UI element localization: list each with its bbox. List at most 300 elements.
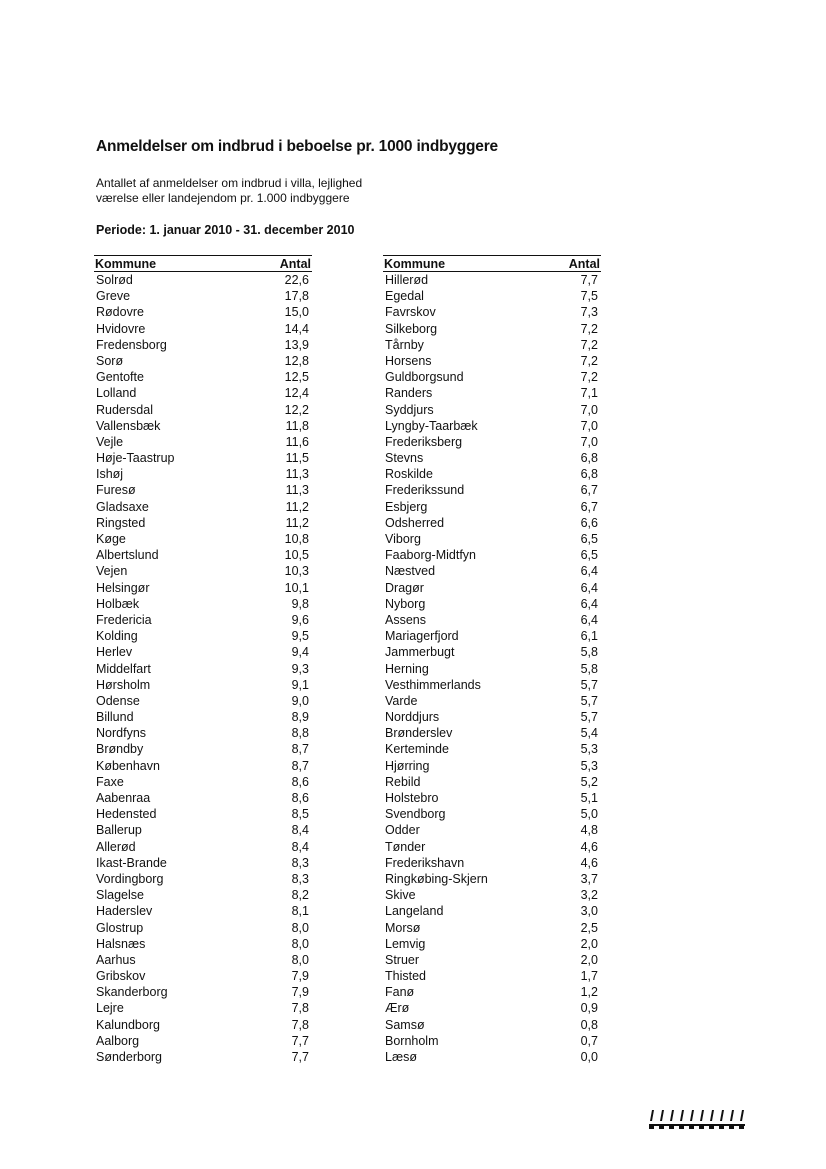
antal-value: 11,3 (285, 483, 309, 498)
antal-value: 11,6 (285, 434, 309, 449)
kommune-name: Syddjurs (385, 402, 434, 417)
kommune-name: Egedal (385, 289, 424, 304)
kommune-name: Aalborg (96, 1033, 140, 1048)
kommune-name: Gentofte (96, 370, 144, 385)
antal-value: 7,7 (291, 1033, 309, 1048)
table-row (94, 806, 312, 822)
kommune-name: Billund (96, 710, 134, 725)
table-row (94, 482, 312, 498)
antal-value: 5,7 (580, 693, 598, 708)
kommune-name: Vallensbæk (96, 418, 161, 433)
kommune-name: Vesthimmerlands (385, 677, 481, 692)
antal-value: 7,5 (580, 289, 598, 304)
kommune-name: Kalundborg (96, 1017, 160, 1032)
table-row (383, 871, 601, 887)
antal-value: 8,5 (291, 807, 309, 822)
antal-value: 7,8 (291, 1017, 309, 1032)
table-row (94, 450, 312, 466)
table-row (383, 515, 601, 531)
antal-value: 8,1 (291, 904, 309, 919)
antal-value: 7,2 (580, 321, 598, 336)
antal-value: 7,1 (580, 386, 598, 401)
table-row (383, 450, 601, 466)
kommune-name: Roskilde (385, 467, 433, 482)
antal-value: 4,8 (580, 823, 598, 838)
antal-value: 9,1 (291, 677, 309, 692)
table-row (383, 903, 601, 919)
table-row (94, 693, 312, 709)
antal-value: 8,2 (291, 888, 309, 903)
antal-value: 17,8 (284, 289, 309, 304)
description-line-1: Antallet af anmeldelser om indbrud i villa, lejlighed (96, 176, 363, 190)
antal-value: 0,0 (580, 1050, 598, 1064)
kommune-name: Tønder (385, 839, 426, 854)
table-row (94, 1049, 312, 1065)
table-left (94, 255, 312, 1065)
kommune-name: Ikast-Brande (96, 855, 167, 870)
kommune-name: Middelfart (96, 661, 151, 676)
antal-value: 5,3 (580, 758, 598, 773)
kommune-name: Køge (96, 532, 126, 546)
table-row (383, 1049, 601, 1065)
table-row (94, 903, 312, 919)
kommune-name: Gladsaxe (96, 499, 149, 514)
antal-value: 7,0 (580, 434, 598, 449)
antal-value: 5,4 (580, 726, 598, 741)
antal-value: 6,6 (580, 515, 598, 530)
kommune-name: Sønderborg (96, 1050, 163, 1064)
table-row (94, 920, 312, 936)
antal-value: 7,0 (580, 418, 598, 433)
kommune-name: Norddjurs (385, 710, 440, 725)
antal-value: 5,3 (580, 742, 598, 757)
antal-value: 8,6 (291, 774, 309, 789)
antal-value: 5,0 (580, 807, 598, 822)
table-row (383, 661, 601, 677)
table-row (383, 758, 601, 774)
kommune-name: Rebild (385, 774, 421, 789)
table-row (94, 871, 312, 887)
antal-value: 8,7 (291, 742, 309, 757)
kommune-name: Silkeborg (385, 321, 438, 336)
antal-value: 3,7 (580, 871, 598, 886)
antal-value: 5,8 (580, 645, 598, 660)
kommune-name: Sorø (96, 353, 124, 368)
kommune-name: Vordingborg (96, 871, 164, 886)
antal-value: 14,4 (284, 321, 309, 336)
table-row (94, 402, 312, 418)
table-row (94, 1000, 312, 1016)
antal-value: 7,2 (580, 337, 598, 352)
kommune-name: Rødovre (96, 305, 144, 320)
antal-value: 6,1 (580, 629, 598, 644)
header-kommune: Kommune (95, 257, 157, 271)
antal-value: 10,3 (284, 564, 309, 579)
antal-value: 11,3 (285, 467, 309, 482)
table-row (383, 887, 601, 903)
table-row (383, 677, 601, 693)
kommune-name: Helsingør (96, 580, 150, 595)
table-row (383, 499, 601, 515)
table-row (383, 806, 601, 822)
kommune-name: Langeland (385, 904, 444, 919)
antal-value: 8,6 (291, 791, 309, 805)
kommune-name: Furesø (96, 483, 136, 498)
kommune-name: Thisted (385, 969, 426, 984)
antal-value: 6,4 (580, 596, 598, 611)
table-row (383, 353, 601, 369)
antal-value: 1,2 (580, 985, 598, 1000)
antal-value: 6,5 (580, 532, 598, 546)
kommune-name: Rudersdal (96, 402, 153, 417)
antal-value: 12,2 (284, 402, 309, 417)
table-row (94, 709, 312, 725)
antal-value: 9,5 (291, 629, 309, 644)
kommune-name: Faxe (96, 774, 124, 789)
antal-value: 2,0 (580, 952, 598, 967)
kommune-name: Ærø (385, 1001, 410, 1016)
table-row (94, 563, 312, 579)
kommune-name: Kolding (96, 629, 138, 644)
antal-value: 10,1 (284, 580, 309, 595)
antal-value: 12,8 (284, 353, 309, 368)
table-row (94, 337, 312, 353)
table-row (94, 887, 312, 903)
kommune-name: Nordfyns (96, 726, 147, 741)
antal-value: 5,8 (580, 661, 598, 676)
table-row (94, 758, 312, 774)
kommune-name: Næstved (385, 564, 436, 579)
antal-value: 6,8 (580, 451, 598, 466)
table-row (383, 580, 601, 596)
kommune-name: Fredensborg (96, 337, 167, 352)
antal-value: 4,6 (580, 855, 598, 870)
kommune-name: Svendborg (385, 807, 446, 822)
antal-value: 7,2 (580, 370, 598, 385)
table-row (383, 482, 601, 498)
table-row (383, 288, 601, 304)
antal-value: 1,7 (580, 969, 598, 984)
kommune-name: Guldborgsund (385, 370, 464, 385)
kommune-name: Allerød (96, 839, 136, 854)
table-row (383, 466, 601, 482)
antal-value: 6,7 (580, 483, 598, 498)
antal-value: 5,2 (580, 774, 598, 789)
antal-value: 10,5 (284, 548, 309, 563)
kommune-name: Aarhus (96, 952, 136, 967)
table-row (94, 547, 312, 563)
antal-value: 0,9 (580, 1001, 598, 1016)
kommune-name: Faaborg-Midtfyn (385, 548, 477, 563)
kommune-name: Fanø (385, 985, 415, 1000)
antal-value: 6,7 (580, 499, 598, 514)
header-antal: Antal (568, 257, 600, 271)
kommune-name: Lemvig (385, 936, 426, 951)
kommune-name: Hvidovre (96, 321, 146, 336)
table-row (383, 984, 601, 1000)
table-row (383, 1033, 601, 1049)
table-header (94, 255, 312, 272)
table-row (383, 822, 601, 838)
table-row (94, 580, 312, 596)
table-row (94, 321, 312, 337)
table-row (94, 790, 312, 806)
kommune-name: København (96, 758, 160, 773)
antal-value: 8,0 (291, 936, 309, 951)
table-row (94, 644, 312, 660)
kommune-name: Kerteminde (385, 742, 449, 757)
kommune-name: Ishøj (96, 467, 124, 482)
antal-value: 2,5 (580, 920, 598, 935)
table-body-left (94, 272, 312, 1065)
kommune-name: Odense (96, 693, 140, 708)
table-body-right (383, 272, 601, 1065)
antal-value: 9,3 (291, 661, 309, 676)
antal-value: 9,8 (291, 596, 309, 611)
antal-value: 8,3 (291, 855, 309, 870)
table-row (94, 531, 312, 547)
antal-value: 8,0 (291, 952, 309, 967)
kommune-name: Bornholm (385, 1033, 439, 1048)
antal-value: 7,7 (580, 273, 598, 287)
page-title: Anmeldelser om indbrud i beboelse pr. 1000 indbyggere (96, 138, 498, 155)
kommune-name: Gribskov (96, 969, 146, 984)
table-row (94, 677, 312, 693)
antal-value: 3,2 (580, 888, 598, 903)
kommune-name: Albertslund (96, 548, 159, 563)
header-antal: Antal (279, 257, 311, 271)
antal-value: 11,2 (285, 499, 309, 514)
table-row (94, 353, 312, 369)
kommune-name: Odder (385, 823, 420, 838)
kommune-name: Nyborg (385, 596, 426, 611)
table-row (383, 968, 601, 984)
kommune-name: Glostrup (96, 920, 144, 935)
kommune-name: Frederikshavn (385, 855, 465, 870)
kommune-name: Samsø (385, 1017, 425, 1032)
table-row (383, 531, 601, 547)
table-row (383, 693, 601, 709)
kommune-name: Haderslev (96, 904, 153, 919)
antal-value: 11,8 (285, 418, 309, 433)
kommune-name: Vejle (96, 434, 124, 449)
kommune-name: Hillerød (385, 273, 429, 287)
kommune-name: Brøndby (96, 742, 144, 757)
table-row (383, 612, 601, 628)
kommune-name: Favrskov (385, 305, 436, 320)
table-header (383, 255, 601, 272)
kommune-name: Morsø (385, 920, 421, 935)
kommune-name: Hørsholm (96, 677, 151, 692)
kommune-name: Hedensted (96, 807, 157, 822)
table-row (94, 628, 312, 644)
antal-value: 5,1 (580, 791, 598, 805)
table-row (94, 434, 312, 450)
table-row (94, 968, 312, 984)
kommune-name: Lyngby-Taarbæk (385, 418, 478, 433)
antal-value: 7,9 (291, 969, 309, 984)
table-row (94, 304, 312, 320)
table-row (383, 337, 601, 353)
antal-value: 6,4 (580, 580, 598, 595)
kommune-name: Holbæk (96, 596, 140, 611)
antal-value: 22,6 (284, 273, 309, 287)
kommune-name: Halsnæs (96, 936, 146, 951)
description-line-2: værelse eller landejendom pr. 1.000 indbyggere (96, 191, 350, 205)
table-row (94, 936, 312, 952)
table-row (94, 1017, 312, 1033)
kommune-name: Vejen (96, 564, 128, 579)
antal-value: 7,2 (580, 353, 598, 368)
table-row (94, 725, 312, 741)
kommune-name: Lejre (96, 1001, 124, 1016)
period-label: Periode: 1. januar 2010 - 31. december 2010 (96, 223, 355, 237)
table-row (383, 402, 601, 418)
kommune-name: Ballerup (96, 823, 142, 838)
kommune-name: Varde (385, 693, 418, 708)
antal-value: 8,9 (291, 710, 309, 725)
police-stripes-logo-icon (649, 1110, 745, 1130)
table-row (94, 952, 312, 968)
antal-value: 12,4 (284, 386, 309, 401)
antal-value: 9,6 (291, 612, 309, 627)
antal-value: 13,9 (284, 337, 309, 352)
table-row (94, 385, 312, 401)
antal-value: 12,5 (284, 370, 309, 385)
table-row (383, 596, 601, 612)
antal-value: 2,0 (580, 936, 598, 951)
antal-value: 15,0 (284, 305, 309, 320)
table-row (94, 272, 312, 288)
table-row (383, 644, 601, 660)
table-row (383, 790, 601, 806)
kommune-name: Viborg (385, 532, 421, 546)
antal-value: 6,5 (580, 548, 598, 563)
table-row (94, 855, 312, 871)
table-row (94, 822, 312, 838)
kommune-name: Tårnby (385, 337, 424, 352)
kommune-name: Lolland (96, 386, 137, 401)
table-row (383, 547, 601, 563)
antal-value: 8,4 (291, 823, 309, 838)
antal-value: 6,4 (580, 564, 598, 579)
antal-value: 4,6 (580, 839, 598, 854)
table-row (383, 369, 601, 385)
table-row (383, 434, 601, 450)
table-row (94, 612, 312, 628)
antal-value: 5,7 (580, 677, 598, 692)
kommune-name: Frederiksberg (385, 434, 463, 449)
table-row (94, 741, 312, 757)
antal-value: 11,2 (285, 515, 309, 530)
table-row (94, 515, 312, 531)
table-row (94, 499, 312, 515)
table-row (94, 596, 312, 612)
antal-value: 11,5 (285, 451, 309, 466)
table-row (383, 563, 601, 579)
kommune-name: Skanderborg (96, 985, 168, 1000)
kommune-name: Aabenraa (96, 791, 151, 805)
table-row (383, 725, 601, 741)
table-row (94, 288, 312, 304)
antal-value: 8,7 (291, 758, 309, 773)
table-right (383, 255, 601, 1065)
table-row (383, 1017, 601, 1033)
table-row (383, 321, 601, 337)
antal-value: 7,9 (291, 985, 309, 1000)
antal-value: 7,7 (291, 1050, 309, 1064)
table-row (383, 936, 601, 952)
kommune-name: Struer (385, 952, 420, 967)
antal-value: 9,0 (291, 693, 309, 708)
table-row (383, 385, 601, 401)
antal-value: 6,8 (580, 467, 598, 482)
antal-value: 5,7 (580, 710, 598, 725)
kommune-name: Greve (96, 289, 131, 304)
kommune-name: Mariagerfjord (385, 629, 459, 644)
antal-value: 8,3 (291, 871, 309, 886)
kommune-name: Holstebro (385, 791, 439, 805)
table-row (383, 304, 601, 320)
table-row (94, 369, 312, 385)
antal-value: 7,0 (580, 402, 598, 417)
table-row (383, 774, 601, 790)
kommune-name: Ringkøbing-Skjern (385, 871, 488, 886)
table-row (383, 952, 601, 968)
kommune-name: Horsens (385, 353, 432, 368)
table-row (94, 1033, 312, 1049)
table-row (383, 839, 601, 855)
antal-value: 8,0 (291, 920, 309, 935)
kommune-name: Brønderslev (385, 726, 453, 741)
kommune-name: Solrød (96, 273, 133, 287)
table-row (383, 1000, 601, 1016)
antal-value: 7,3 (580, 305, 598, 320)
kommune-name: Fredericia (96, 612, 152, 627)
table-row (94, 418, 312, 434)
kommune-name: Høje-Taastrup (96, 451, 175, 466)
kommune-name: Hjørring (385, 758, 430, 773)
antal-value: 0,8 (580, 1017, 598, 1032)
table-row (383, 741, 601, 757)
antal-value: 8,4 (291, 839, 309, 854)
table-row (383, 855, 601, 871)
table-row (94, 661, 312, 677)
antal-value: 7,8 (291, 1001, 309, 1016)
kommune-name: Ringsted (96, 515, 146, 530)
antal-value: 3,0 (580, 904, 598, 919)
antal-value: 10,8 (284, 532, 309, 546)
kommune-name: Herning (385, 661, 429, 676)
table-row (383, 709, 601, 725)
antal-value: 8,8 (291, 726, 309, 741)
table-row (383, 272, 601, 288)
table-row (94, 984, 312, 1000)
table-row (94, 774, 312, 790)
antal-value: 6,4 (580, 612, 598, 627)
kommune-name: Frederikssund (385, 483, 465, 498)
antal-value: 0,7 (580, 1033, 598, 1048)
kommune-name: Læsø (385, 1050, 417, 1064)
table-row (94, 466, 312, 482)
kommune-name: Assens (385, 612, 426, 627)
kommune-name: Slagelse (96, 888, 144, 903)
kommune-name: Dragør (385, 580, 424, 595)
antal-value: 9,4 (291, 645, 309, 660)
table-row (383, 628, 601, 644)
kommune-name: Jammerbugt (385, 645, 455, 660)
kommune-name: Odsherred (385, 515, 445, 530)
